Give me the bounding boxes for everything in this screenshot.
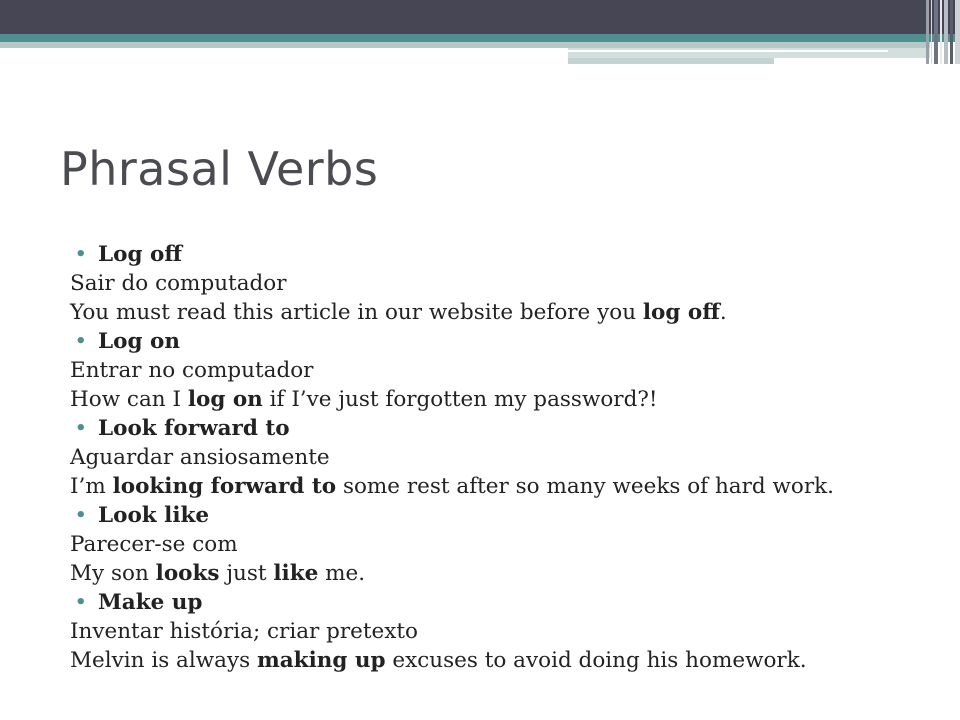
item-translation: Aguardar ansiosamente [70,445,330,470]
item-heading: • Look like [75,503,210,528]
item-translation: Sair do computador [70,271,287,296]
slide-title: Phrasal Verbs [60,142,379,196]
item-translation: Parecer-se com [70,532,238,557]
list-item-look-like [70,501,950,588]
item-heading: • Look forward to [75,416,290,441]
bullet-icon: • [75,331,87,352]
header-band-light-tertiary [568,58,774,64]
item-heading: • Make up [75,590,203,615]
slide-body [70,240,950,675]
list-item-look-forward-to [70,414,950,501]
bullet-icon: • [75,418,87,439]
decorative-stripes [926,0,960,64]
item-heading: • Log on [75,329,180,354]
item-example: How can I log on if I’ve just forgotten my password?! [70,387,658,412]
item-heading: • Log off [75,242,182,267]
bullet-icon: • [75,505,87,526]
bullet-icon: • [75,244,87,265]
item-translation: Entrar no computador [70,358,314,383]
item-example: You must read this article in our website before you log off. [70,300,727,325]
item-translation: Inventar história; criar pretexto [70,619,418,644]
list-item-make-up [70,588,950,675]
item-example: Melvin is always making up excuses to avoid doing his homework. [70,648,807,673]
item-example: My son looks just like me. [70,561,366,586]
bullet-icon: • [75,592,87,613]
list-item-log-on [70,327,950,414]
header-band-teal [0,34,960,42]
item-example: I’m looking forward to some rest after so many weeks of hard work. [70,474,834,499]
header-band-highlight [568,50,888,52]
header-band-dark [0,0,960,34]
list-item-log-off [70,240,950,327]
